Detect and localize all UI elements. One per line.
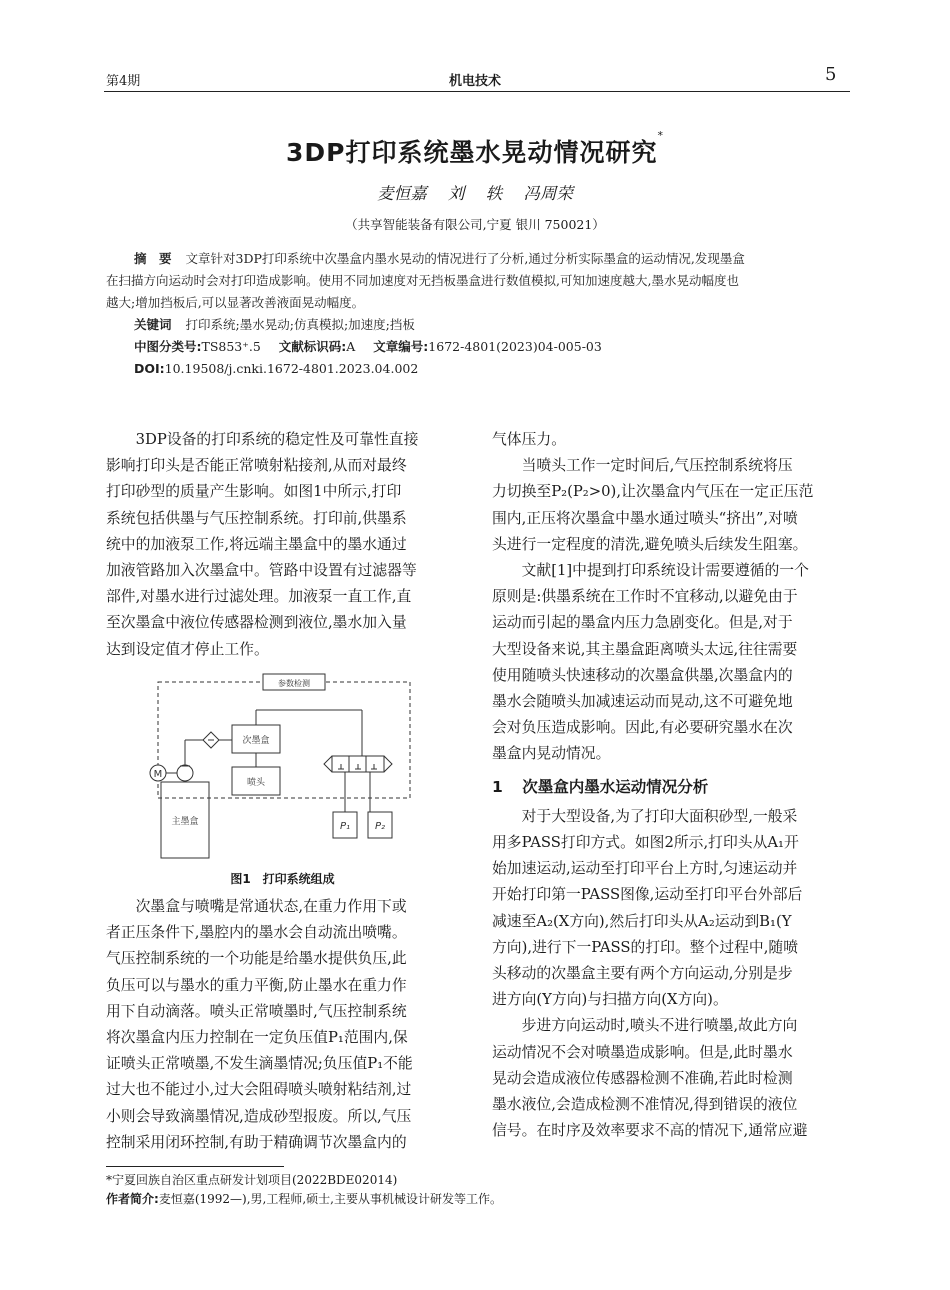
footnote-rule (106, 1166, 284, 1167)
affiliation: （共享智能装备有限公司,宁夏 银川 750021） (345, 217, 605, 232)
text-line: 墨盒内晃动情况。 (492, 745, 611, 763)
text-line: 次墨盒与喷嘴是常通状态,在重力作用下或 (135, 898, 407, 915)
clc-label: 中图分类号: (134, 339, 202, 354)
doi-label: DOI: (134, 361, 165, 376)
text-line: 始加速运动,运动至打印平台上方时,匀速运动并 (492, 860, 798, 878)
article-number-value: 1672-4801(2023)04-005-03 (428, 339, 602, 354)
author: 刘 轶 (447, 184, 503, 203)
text-line: 运动而引起的墨盒内压力急剧变化。但是,对于 (492, 614, 793, 632)
text-line: 步进方向运动时,喷头不进行喷墨,故此方向 (521, 1017, 798, 1035)
header-rule (104, 91, 850, 92)
text-line: 小则会导致滴墨情况,造成砂型报废。所以,气压 (106, 1107, 412, 1125)
p1-label: P₁ (339, 821, 351, 832)
left-column-para1 (106, 427, 459, 663)
keywords-text: 打印系统;墨水晃动;仿真模拟;加速度;挡板 (185, 317, 415, 332)
clc-value: TS853⁺.5 (201, 339, 261, 354)
text-line: 方向),进行下一PASS的打印。整个过程中,随喷 (492, 938, 799, 956)
author: 冯周荣 (523, 184, 573, 203)
title-footnote-mark: * (657, 129, 664, 142)
text-line: 对于大型设备,为了打印大面积砂型,一般采 (521, 807, 798, 825)
text-line: 气压控制系统的一个功能是给墨水提供负压,此 (106, 950, 407, 968)
text-line: 信号。在时序及效率要求不高的情况下,通常应避 (492, 1122, 808, 1140)
abstract-label: 摘 要 (134, 251, 172, 266)
text-line: 原则是:供墨系统在工作时不宜移动,以避免由于 (492, 588, 798, 606)
text-line: 运动情况不会对喷墨造成影响。但是,此时墨水 (492, 1043, 793, 1061)
keywords-label: 关键词 (134, 317, 172, 332)
text-line: 影响打印头是否能正常喷射粘接剂,从而对最终 (106, 457, 407, 475)
text-line: 打印砂型的质量产生影响。如图1中所示,打印 (106, 483, 402, 501)
doc-code-label: 文献标识码: (278, 339, 347, 354)
text-line: 系统包括供墨与气压控制系统。打印前,供墨系 (106, 509, 407, 527)
text-line: 会对负压造成影响。因此,有必要研究墨水在次 (492, 719, 793, 737)
author-bio-text: 麦恒嘉(1992—),男,工程师,硕士,主要从事机械设计研发等工作。 (158, 1192, 502, 1206)
pump-icon (177, 765, 193, 781)
journal-name: 机电技术 (448, 74, 501, 89)
text-line: 文献[1]中提到打印系统设计需要遵循的一个 (521, 562, 809, 580)
abstract-line: 越大;增加挡板后,可以显著改善液面晃动幅度。 (106, 295, 365, 310)
abstract-line: 文章针对3DP打印系统中次墨盒内墨水晃动的情况进行了分析,通过分析实际墨盒的运动情况,发现墨盒 (185, 251, 745, 266)
text-line: 开始打印第一PASS图像,运动至打印平台外部后 (492, 886, 803, 904)
p2-label: P₂ (374, 821, 386, 832)
section-number: 1 (492, 777, 503, 796)
figure-1-caption: 图1 打印系统组成 (230, 872, 335, 886)
funding-note: *宁夏回族自治区重点研发计划项目(2022BDE02014) (106, 1173, 398, 1187)
author-bio-label: 作者简介: (106, 1192, 159, 1206)
text-line: 用多PASS打印方式。如图2所示,打印头从A₁开 (492, 834, 799, 852)
secondary-ink-label: 次墨盒 (242, 736, 270, 746)
author: 麦恒嘉 (377, 184, 427, 203)
text-line: 墨水会随喷头加减速运动而晃动,这不可避免地 (492, 693, 793, 711)
doi-line (106, 358, 850, 380)
text-line: 头移动的次墨盒主要有两个方向运动,分别是步 (492, 965, 793, 983)
doc-code-value: A (346, 339, 356, 354)
text-line: 力切换至P₂(P₂>0),让次墨盒内气压在一定正压范 (492, 483, 814, 501)
text-line: 减速至A₂(X方向),然后打印头从A₂运动到B₁(Y (492, 912, 792, 930)
left-column-para2 (106, 894, 459, 1156)
text-line: 围内,正压将次墨盒中墨水通过喷头“挤出”,对喷 (492, 509, 798, 527)
text-line: 加液管路加入次墨盒中。管路中设置有过滤器等 (106, 562, 417, 580)
text-line: 部件,对墨水进行过滤处理。加液泵一直工作,直 (106, 588, 412, 606)
footnotes (106, 1171, 850, 1209)
paper-title (0, 129, 950, 169)
title-text: 3DP打印系统墨水晃动情况研究 (286, 138, 658, 167)
section-title: 次墨盒内墨水运动情况分析 (522, 777, 709, 796)
nozzle-label: 喷头 (246, 778, 266, 788)
text-line: 将次墨盒内压力控制在一定负压值P₁范围内,保 (106, 1029, 408, 1047)
abstract-block (106, 248, 850, 380)
text-line: 过大也不能过小,过大会阻碍喷头喷射粘结剂,过 (106, 1081, 412, 1099)
text-line: 证喷头正常喷墨,不发生滴墨情况;负压值P₁不能 (106, 1055, 413, 1073)
param-detection-label: 参数检测 (278, 679, 310, 688)
text-line: 墨水液位,会造成检测不准情况,得到错误的液位 (492, 1096, 798, 1114)
text-line: 负压可以与墨水的重力平衡,防止墨水在重力作 (106, 976, 407, 994)
text-line: 3DP设备的打印系统的稳定性及可靠性直接 (135, 431, 419, 448)
section-heading (492, 768, 849, 804)
figure-1-diagram (145, 670, 425, 865)
right-column (492, 427, 849, 1144)
text-line: 统中的加液泵工作,将远端主墨盒中的墨水通过 (106, 535, 407, 553)
page-number: 5 (825, 64, 837, 85)
main-ink-label: 主墨盒 (171, 817, 199, 827)
text-line: 至次墨盒中液位传感器检测到液位,墨水加入量 (106, 614, 407, 632)
text-line: 当喷头工作一定时间后,气压控制系统将压 (521, 457, 793, 475)
text-line: 大型设备来说,其主墨盒距离喷头太远,往往需要 (492, 640, 798, 658)
text-line: 用下自动滴落。喷头正常喷墨时,气压控制系统 (106, 1002, 407, 1020)
abstract-line: 在扫描方向运动时会对打印造成影响。使用不同加速度对无挡板墨盒进行数值模拟,可知加速度越大,墨水晃动幅度也 (106, 273, 739, 288)
doi-value: 10.19508/j.cnki.1672-4801.2023.04.002 (164, 361, 419, 376)
text-line: 晃动会造成液位传感器检测不准确,若此时检测 (492, 1069, 793, 1087)
article-number-label: 文章编号: (373, 339, 429, 354)
classification-line (106, 336, 850, 358)
text-line: 进方向(Y方向)与扫描方向(X方向)。 (492, 991, 728, 1009)
text-line: 控制采用闭环控制,有助于精确调节次墨盒内的 (106, 1133, 407, 1151)
text-line: 者正压条件下,墨腔内的墨水会自动流出喷嘴。 (106, 924, 407, 942)
text-line: 达到设定值才停止工作。 (106, 640, 269, 658)
text-line: 使用随喷头快速移动的次墨盒供墨,次墨盒内的 (492, 666, 793, 684)
text-line: 气体压力。 (492, 431, 566, 448)
author-list (0, 180, 950, 204)
motor-label: M (153, 769, 163, 780)
issue-label: 第4期 (106, 74, 141, 89)
text-line: 头进行一定程度的清洗,避免喷头后续发生阻塞。 (492, 535, 808, 553)
